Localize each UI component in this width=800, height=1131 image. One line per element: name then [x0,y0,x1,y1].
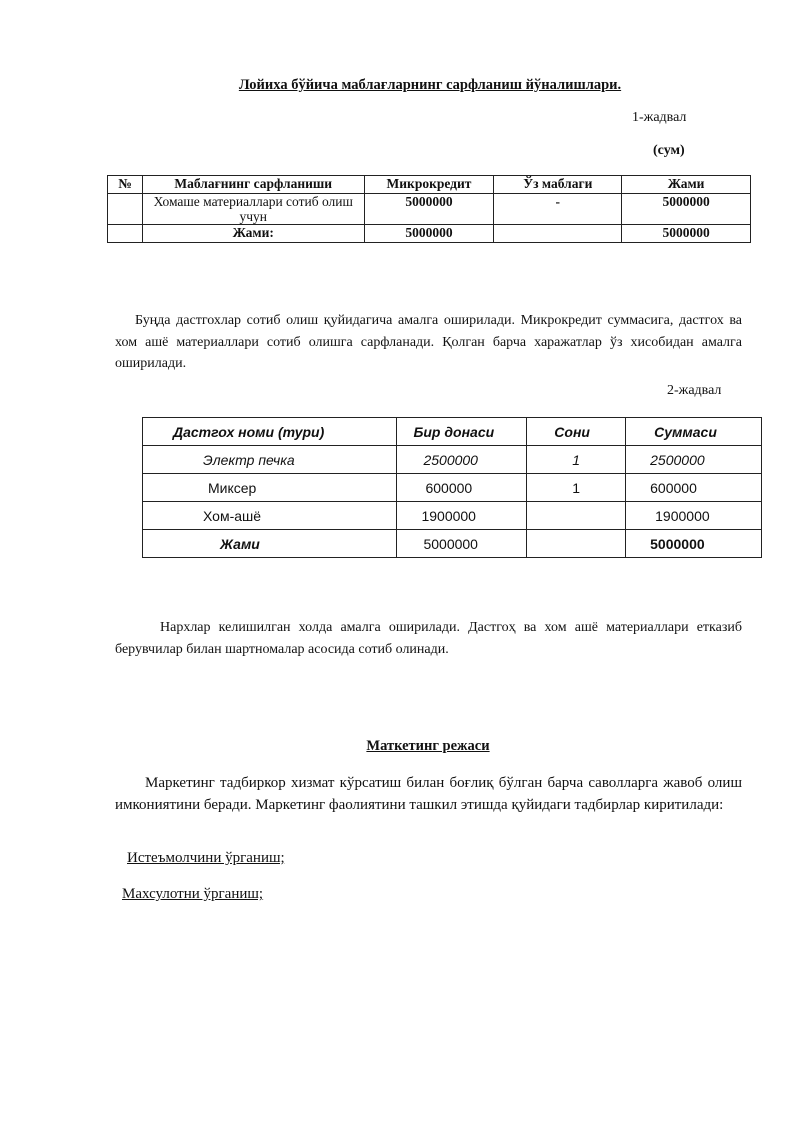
table-cell: 600000 [626,474,762,502]
table-cell: 1 [527,446,626,474]
column-header: № [108,176,143,194]
table-cell: - [494,194,622,225]
table1-label: 1-жадвал [632,110,687,125]
table-cell [108,225,143,243]
currency-unit: (сум) [653,143,685,158]
table-cell: Жами: [142,225,364,243]
funding-table [107,175,751,243]
table-cell: 1900000 [397,502,527,530]
table-row [143,446,762,474]
table-cell [527,502,626,530]
column-header: Суммаси [626,418,762,446]
table-header-row [143,418,762,446]
column-header: Дастгох номи (тури) [143,418,397,446]
table-cell: Хом-ашё [143,502,397,530]
table-header-row [108,176,751,194]
table-cell: 2500000 [397,446,527,474]
table-cell: Электр печка [143,446,397,474]
column-header: Бир донаси [397,418,527,446]
table-cell [494,225,622,243]
list-item: Махсулотни ўрганиш; [122,886,264,902]
document-title: Лойиха бўйича маблағларнинг сарфланиш йўналишлари. [238,77,622,93]
column-header: Микрокредит [364,176,494,194]
paragraph-equipment-purchase: Буңда дастгохлар сотиб олиш қуйидагича амалга оширилади. Микрокредит суммасига, дастгох ва хом ашё материаллари сотиб олишга сарфланади. Қолган барча харажатлар ўз хисобидан амалга оширилади. [115,313,742,371]
table-cell: Миксер [143,474,397,502]
table-cell: Хомаше материаллари сотиб олиш учун [142,194,364,225]
paragraph-prices: Нархлар келишилган холда амалга оширилади. Дастгоҳ ва хом ашё материаллари етказиб берувчилар билан шартномалар асосида сотиб олинади. [115,620,742,657]
table-cell: 600000 [397,474,527,502]
column-header: Ўз маблаги [494,176,622,194]
paragraph-marketing: Маркетинг тадбиркор хизмат кўрсатиш билан боғлиқ бўлган барча саволларга жавоб олиш имкониятини беради. Маркетинг фаолиятини ташкил этишда қуйидаги тадбирлар киритилади: [115,775,742,813]
column-header: Маблағнинг сарфланиши [142,176,364,194]
table2-label: 2-жадвал [667,383,722,398]
table-cell: 5000000 [364,225,494,243]
table-cell: 1900000 [626,502,762,530]
table-total-row [143,530,762,558]
table-cell [527,530,626,558]
table-cell: 5000000 [626,530,762,558]
table-cell [108,194,143,225]
equipment-table [142,417,762,558]
table-row [143,474,762,502]
column-header: Жами [622,176,751,194]
table-cell: 5000000 [397,530,527,558]
table-cell: 5000000 [364,194,494,225]
table-cell: Жами [143,530,397,558]
table-cell: 5000000 [622,225,751,243]
list-item: Истеъмолчини ўрганиш; [127,850,285,866]
table-row [108,194,751,225]
table-cell: 1 [527,474,626,502]
section-heading-marketing: Маткетинг режаси [366,738,490,754]
table-total-row [108,225,751,243]
table-cell: 5000000 [622,194,751,225]
table-row [143,502,762,530]
column-header: Сони [527,418,626,446]
table-cell: 2500000 [626,446,762,474]
